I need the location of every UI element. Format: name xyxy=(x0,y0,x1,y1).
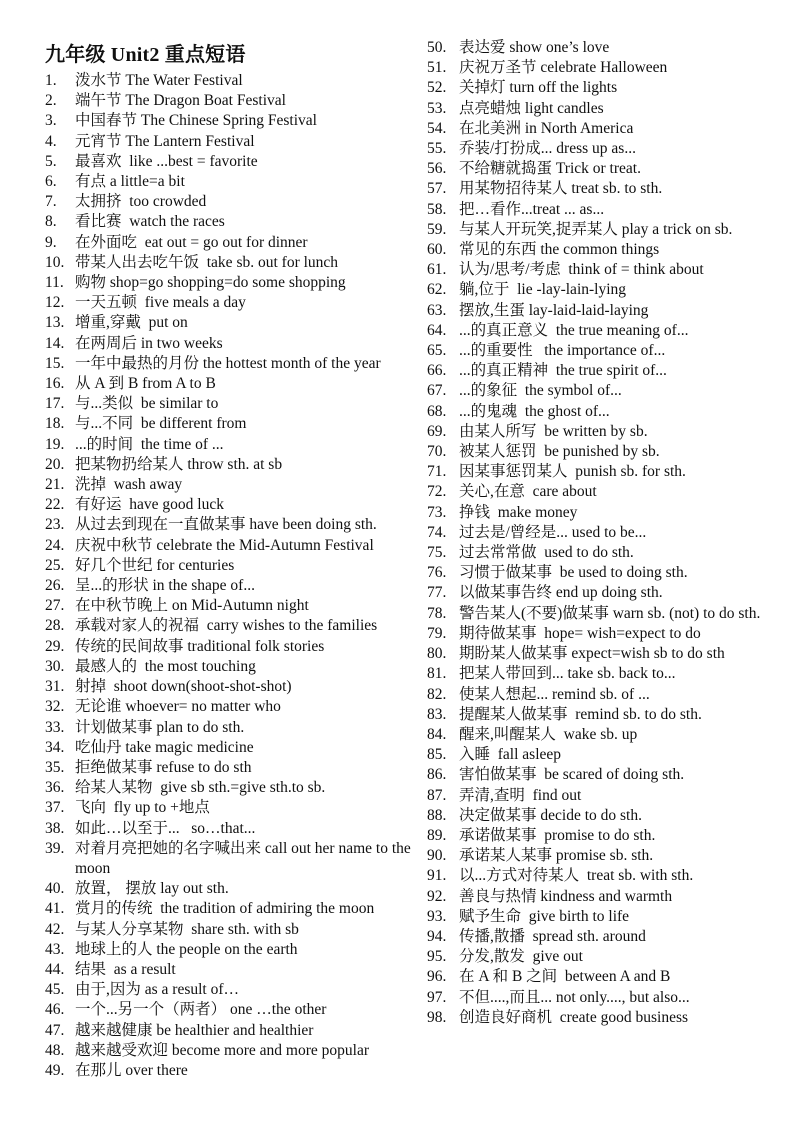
item-number: 65. xyxy=(427,342,447,360)
list-item xyxy=(45,1021,422,1041)
list-item xyxy=(45,475,422,495)
list-item xyxy=(427,664,779,684)
item-number: 76. xyxy=(427,564,447,582)
item-number: 12. xyxy=(45,294,65,312)
item-number: 47. xyxy=(45,1021,65,1039)
item-text: 使某人想起... remind sb. of ... xyxy=(459,685,650,703)
item-text: 放置， 摆放 lay out sth. xyxy=(75,880,229,898)
item-text: 过去常常做 used to do sth. xyxy=(459,544,634,562)
item-number: 91. xyxy=(427,867,447,885)
item-text: ...的象征 the symbol of... xyxy=(459,382,622,400)
item-number: 17. xyxy=(45,395,65,413)
item-text: 表达爱 show one’s love xyxy=(459,39,610,56)
item-number: 10. xyxy=(45,253,65,271)
item-number: 70. xyxy=(427,443,447,461)
item-number: 74. xyxy=(427,523,447,541)
item-number: 67. xyxy=(427,382,447,400)
list-item xyxy=(45,374,422,394)
list-item xyxy=(427,260,779,280)
item-number: 86. xyxy=(427,766,447,784)
item-text: 传播,散播 spread sth. around xyxy=(459,927,646,945)
list-item xyxy=(427,988,779,1008)
item-text: 分发,散发 give out xyxy=(459,948,583,966)
item-number: 14. xyxy=(45,334,65,352)
list-item xyxy=(45,697,422,717)
item-text: 期待做某事 hope= wish=expect to do xyxy=(459,624,701,642)
item-text: 过去是/曾经是... used to be... xyxy=(459,523,647,541)
list-item xyxy=(45,1000,422,1020)
item-number: 22. xyxy=(45,496,65,514)
item-text: 点亮蜡烛 light candles xyxy=(459,99,604,117)
list-item xyxy=(427,58,779,78)
item-text: 与某人分享某物 share sth. with sb xyxy=(75,920,299,938)
item-number: 34. xyxy=(45,738,65,756)
item-number: 62. xyxy=(427,281,447,299)
item-text: 呈...的形状 in the shape of... xyxy=(75,577,255,595)
item-text: 关掉灯 turn off the lights xyxy=(459,79,618,97)
list-item xyxy=(427,927,779,947)
item-text: 元宵节 The Lantern Festival xyxy=(75,132,255,150)
list-item xyxy=(45,273,422,293)
item-text: 害怕做某事 be scared of doing sth. xyxy=(459,766,685,784)
list-item xyxy=(45,596,422,616)
item-number: 44. xyxy=(45,960,65,978)
item-number: 73. xyxy=(427,503,447,521)
page-title: 九年级 Unit2 重点短语 xyxy=(45,44,246,66)
item-text: 由某人所写 be written by sb. xyxy=(459,422,648,440)
list-item xyxy=(427,159,779,179)
item-text: ...的时间 the time of ... xyxy=(75,435,224,453)
item-number: 64. xyxy=(427,321,447,339)
list-item xyxy=(45,576,422,596)
item-text: 创造良好商机 create good business xyxy=(459,1008,689,1026)
list-item xyxy=(427,361,779,381)
item-number: 8. xyxy=(45,213,57,231)
item-number: 23. xyxy=(45,516,65,534)
item-text: 期盼某人做某事 expect=wish sb to do sth xyxy=(459,645,725,663)
item-text: 如此…以至于... so…that... xyxy=(75,819,256,837)
item-number: 98. xyxy=(427,1008,447,1026)
list-item xyxy=(45,718,422,738)
list-item xyxy=(427,402,779,422)
list-item xyxy=(45,960,422,980)
list-item xyxy=(45,556,422,576)
list-item xyxy=(45,455,422,475)
item-number: 51. xyxy=(427,59,447,77)
list-item xyxy=(45,839,422,879)
list-item xyxy=(427,583,779,603)
list-item xyxy=(45,233,422,253)
item-text: 承诺某人某事 promise sb. sth. xyxy=(459,847,654,865)
list-item xyxy=(427,381,779,401)
list-item xyxy=(427,341,779,361)
item-text: 无论谁 whoever= no matter who xyxy=(75,698,281,716)
item-number: 40. xyxy=(45,880,65,898)
item-number: 7. xyxy=(45,193,57,211)
list-item xyxy=(427,139,779,159)
item-text: 乔装/打扮成... dress up as... xyxy=(459,140,636,158)
item-number: 55. xyxy=(427,140,447,158)
item-number: 39. xyxy=(45,839,65,857)
item-number: 38. xyxy=(45,819,65,837)
item-number: 43. xyxy=(45,940,65,958)
list-item xyxy=(45,819,422,839)
item-text: 从过去到现在一直做某事 have been doing sth. xyxy=(75,516,377,534)
list-item xyxy=(427,806,779,826)
item-text: 在外面吃 eat out = go out for dinner xyxy=(75,233,308,251)
list-item xyxy=(45,334,422,354)
list-item xyxy=(427,604,779,624)
item-number: 83. xyxy=(427,705,447,723)
list-item xyxy=(45,71,422,91)
item-text: 在北美洲 in North America xyxy=(459,119,634,137)
item-number: 19. xyxy=(45,435,65,453)
item-number: 28. xyxy=(45,617,65,635)
list-item xyxy=(45,91,422,111)
item-text: 摆放,生蛋 lay-laid-laid-laying xyxy=(459,301,649,319)
list-item xyxy=(427,947,779,967)
item-number: 25. xyxy=(45,556,65,574)
item-number: 78. xyxy=(427,604,447,622)
list-item xyxy=(45,758,422,778)
item-number: 97. xyxy=(427,988,447,1006)
item-number: 36. xyxy=(45,779,65,797)
item-number: 61. xyxy=(427,261,447,279)
item-text: 购物 shop=go shopping=do some shopping xyxy=(75,274,346,292)
item-number: 54. xyxy=(427,119,447,137)
item-number: 57. xyxy=(427,180,447,198)
item-number: 37. xyxy=(45,799,65,817)
list-item xyxy=(45,293,422,313)
item-text: 弄清,查明 find out xyxy=(459,786,582,804)
item-text: 拒绝做某事 refuse to do sth xyxy=(75,758,252,776)
item-number: 80. xyxy=(427,645,447,663)
item-text: 对着月亮把她的名字喊出来 call out her name to the moon xyxy=(75,839,415,877)
item-number: 88. xyxy=(427,806,447,824)
item-number: 89. xyxy=(427,826,447,844)
item-text: 在中秋节晚上 on Mid-Autumn night xyxy=(75,597,309,615)
item-text: 射掉 shoot down(shoot-shot-shot) xyxy=(75,678,292,696)
list-item xyxy=(427,280,779,300)
list-item xyxy=(427,422,779,442)
item-text: 增重,穿戴 put on xyxy=(75,314,188,332)
item-number: 46. xyxy=(45,1001,65,1019)
item-text: 以做某事告终 end up doing sth. xyxy=(459,584,663,602)
item-number: 6. xyxy=(45,173,57,191)
list-item xyxy=(45,394,422,414)
list-item xyxy=(45,637,422,657)
item-number: 85. xyxy=(427,746,447,764)
item-number: 33. xyxy=(45,718,65,736)
item-text: 挣钱 make money xyxy=(459,503,578,521)
item-text: 在两周后 in two weeks xyxy=(75,334,223,352)
item-text: 善良与热情 kindness and warmth xyxy=(459,887,673,905)
item-text: 最喜欢 like ...best = favorite xyxy=(75,152,258,170)
item-text: 决定做某事 decide to do sth. xyxy=(459,806,642,824)
list-item xyxy=(45,111,422,131)
item-text: 把某物扔给某人 throw sth. at sb xyxy=(75,455,283,473)
item-number: 21. xyxy=(45,476,65,494)
list-item xyxy=(427,786,779,806)
item-number: 81. xyxy=(427,665,447,683)
list-item xyxy=(427,705,779,725)
item-number: 45. xyxy=(45,981,65,999)
item-text: 把某人带回到... take sb. back to... xyxy=(459,665,676,683)
list-item xyxy=(427,725,779,745)
item-number: 79. xyxy=(427,624,447,642)
item-number: 60. xyxy=(427,241,447,259)
right-column xyxy=(427,38,779,1028)
list-item xyxy=(427,301,779,321)
list-item xyxy=(427,866,779,886)
list-item xyxy=(45,192,422,212)
list-item xyxy=(45,980,422,1000)
item-number: 63. xyxy=(427,301,447,319)
list-item xyxy=(45,253,422,273)
item-number: 68. xyxy=(427,402,447,420)
list-item xyxy=(45,435,422,455)
item-number: 69. xyxy=(427,422,447,440)
item-text: 承诺做某事 promise to do sth. xyxy=(459,826,656,844)
item-text: 认为/思考/考虑 think of = think about xyxy=(459,261,704,279)
item-number: 95. xyxy=(427,948,447,966)
item-text: 有好运 have good luck xyxy=(75,496,224,514)
item-number: 48. xyxy=(45,1041,65,1059)
item-text: 与...不同 be different from xyxy=(75,415,247,433)
item-number: 93. xyxy=(427,907,447,925)
item-number: 42. xyxy=(45,920,65,938)
item-number: 4. xyxy=(45,132,57,150)
item-number: 24. xyxy=(45,536,65,554)
list-item xyxy=(45,495,422,515)
item-text: 中国春节 The Chinese Spring Festival xyxy=(75,112,317,130)
item-number: 15. xyxy=(45,354,65,372)
item-number: 20. xyxy=(45,455,65,473)
list-item xyxy=(427,179,779,199)
item-text: 从 A 到 B from A to B xyxy=(75,375,216,393)
list-item xyxy=(427,38,779,58)
item-text: 飞向 fly up to +地点 xyxy=(75,799,210,817)
item-number: 84. xyxy=(427,725,447,743)
list-item xyxy=(45,414,422,434)
left-column xyxy=(45,38,422,1081)
item-number: 75. xyxy=(427,544,447,562)
item-number: 18. xyxy=(45,415,65,433)
item-number: 32. xyxy=(45,698,65,716)
item-text: 习惯于做某事 be used to doing sth. xyxy=(459,564,688,582)
item-number: 16. xyxy=(45,375,65,393)
list-item xyxy=(45,515,422,535)
item-text: 一年中最热的月份 the hottest month of the year xyxy=(75,354,381,372)
item-text: 地球上的人 the people on the earth xyxy=(75,940,298,958)
list-item xyxy=(427,523,779,543)
item-text: 传统的民间故事 traditional folk stories xyxy=(75,637,325,655)
item-text: 常见的东西 the common things xyxy=(459,241,660,259)
item-text: 躺,位于 lie -lay-lain-lying xyxy=(459,281,627,299)
item-text: 泼水节 The Water Festival xyxy=(75,72,243,89)
list-item xyxy=(427,119,779,139)
list-item xyxy=(45,879,422,899)
list-item xyxy=(45,738,422,758)
item-text: 警告某人(不要)做某事 warn sb. (not) to do sth. xyxy=(459,604,761,622)
list-item xyxy=(45,940,422,960)
item-text: 给某人某物 give sb sth.=give sth.to sb. xyxy=(75,779,326,797)
list-item xyxy=(45,616,422,636)
item-text: 承载对家人的祝福 carry wishes to the families xyxy=(75,617,378,635)
list-item xyxy=(427,99,779,119)
list-item xyxy=(45,1041,422,1061)
item-text: 有点 a little=a bit xyxy=(75,173,185,191)
list-item xyxy=(427,685,779,705)
item-number: 96. xyxy=(427,968,447,986)
item-number: 2. xyxy=(45,92,57,110)
list-item xyxy=(45,1061,422,1081)
phrase-list-right xyxy=(427,38,779,1028)
list-item xyxy=(45,920,422,940)
item-number: 71. xyxy=(427,463,447,481)
list-item xyxy=(45,677,422,697)
item-number: 31. xyxy=(45,678,65,696)
item-text: 与...类似 be similar to xyxy=(75,395,219,413)
item-text: 越来越健康 be healthier and healthier xyxy=(75,1021,314,1039)
item-text: ...的鬼魂 the ghost of... xyxy=(459,402,610,420)
item-text: 不给糖就捣蛋 Trick or treat. xyxy=(459,160,641,178)
item-number: 87. xyxy=(427,786,447,804)
item-text: 提醒某人做某事 remind sb. to do sth. xyxy=(459,705,702,723)
item-number: 52. xyxy=(427,79,447,97)
list-item xyxy=(45,899,422,919)
item-text: 看比赛 watch the races xyxy=(75,213,225,231)
item-text: 最感人的 the most touching xyxy=(75,657,256,675)
item-text: 把…看作...treat ... as... xyxy=(459,200,605,218)
list-item xyxy=(427,321,779,341)
item-text: 入睡 fall asleep xyxy=(459,746,562,764)
item-text: 一天五顿 five meals a day xyxy=(75,294,246,312)
item-text: 在 A 和 B 之间 between A and B xyxy=(459,968,671,986)
item-number: 26. xyxy=(45,577,65,595)
item-number: 94. xyxy=(427,927,447,945)
item-number: 35. xyxy=(45,758,65,776)
item-text: 被某人惩罚 be punished by sb. xyxy=(459,443,660,461)
list-item xyxy=(45,354,422,374)
item-text: 计划做某事 plan to do sth. xyxy=(75,718,245,736)
list-item xyxy=(45,657,422,677)
item-text: 由于,因为 as a result of… xyxy=(75,981,240,999)
item-text: 赏月的传统 the tradition of admiring the moon xyxy=(75,900,375,918)
item-number: 59. xyxy=(427,220,447,238)
item-number: 27. xyxy=(45,597,65,615)
list-item xyxy=(45,313,422,333)
list-item xyxy=(427,543,779,563)
list-item xyxy=(45,152,422,172)
item-number: 41. xyxy=(45,900,65,918)
item-text: 在那儿 over there xyxy=(75,1061,188,1079)
list-item xyxy=(427,563,779,583)
item-text: 庆祝万圣节 celebrate Halloween xyxy=(459,59,668,77)
list-item xyxy=(427,826,779,846)
item-number: 72. xyxy=(427,483,447,501)
item-text: 关心,在意 care about xyxy=(459,483,597,501)
item-number: 9. xyxy=(45,233,57,251)
list-item xyxy=(427,624,779,644)
list-item xyxy=(45,172,422,192)
item-number: 77. xyxy=(427,584,447,602)
item-text: 庆祝中秋节 celebrate the Mid-Autumn Festival xyxy=(75,536,374,554)
list-item xyxy=(45,536,422,556)
list-item xyxy=(427,78,779,98)
item-text: 用某物招待某人 treat sb. to sth. xyxy=(459,180,663,198)
item-text: 不但....,而且... not only...., but also... xyxy=(459,988,690,1006)
list-item xyxy=(427,503,779,523)
item-text: ...的真正意义 the true meaning of... xyxy=(459,321,689,339)
item-text: 因某事惩罚某人 punish sb. for sth. xyxy=(459,463,686,481)
item-number: 13. xyxy=(45,314,65,332)
list-item xyxy=(45,132,422,152)
item-number: 56. xyxy=(427,160,447,178)
item-text: 端午节 The Dragon Boat Festival xyxy=(75,92,286,110)
list-item xyxy=(427,200,779,220)
item-number: 11. xyxy=(45,274,64,292)
item-number: 53. xyxy=(427,99,447,117)
item-number: 5. xyxy=(45,152,57,170)
item-number: 30. xyxy=(45,657,65,675)
list-item xyxy=(427,644,779,664)
list-item xyxy=(45,778,422,798)
list-item xyxy=(45,798,422,818)
item-text: 吃仙丹 take magic medicine xyxy=(75,738,254,756)
item-text: 以...方式对待某人 treat sb. with sth. xyxy=(459,867,694,885)
item-number: 29. xyxy=(45,637,65,655)
item-text: 洗掉 wash away xyxy=(75,476,183,494)
list-item xyxy=(427,887,779,907)
list-item xyxy=(427,745,779,765)
item-text: 醒来,叫醒某人 wake sb. up xyxy=(459,725,638,743)
item-text: 好几个世纪 for centuries xyxy=(75,556,235,574)
item-number: 66. xyxy=(427,362,447,380)
list-item xyxy=(427,967,779,987)
phrase-list-left xyxy=(45,71,422,1081)
item-number: 82. xyxy=(427,685,447,703)
item-text: 赋予生命 give birth to life xyxy=(459,907,630,925)
list-item xyxy=(427,240,779,260)
item-text: ...的重要性 the importance of... xyxy=(459,342,666,360)
item-number: 50. xyxy=(427,39,447,56)
item-number: 90. xyxy=(427,847,447,865)
item-number: 58. xyxy=(427,200,447,218)
item-number: 1. xyxy=(45,72,57,89)
list-item xyxy=(427,442,779,462)
item-text: 带某人出去吃午饭 take sb. out for lunch xyxy=(75,253,339,271)
list-item xyxy=(45,212,422,232)
list-item xyxy=(427,1008,779,1028)
item-text: 一个...另一个（两者） one …the other xyxy=(75,1001,327,1019)
list-item xyxy=(427,462,779,482)
list-item xyxy=(427,907,779,927)
item-text: 与某人开玩笑,捉弄某人 play a trick on sb. xyxy=(459,220,733,238)
item-text: ...的真正精神 the true spirit of... xyxy=(459,362,667,380)
item-text: 越来越受欢迎 become more and more popular xyxy=(75,1041,369,1059)
list-item xyxy=(427,846,779,866)
item-number: 92. xyxy=(427,887,447,905)
list-item xyxy=(427,482,779,502)
list-item xyxy=(427,220,779,240)
item-number: 49. xyxy=(45,1061,65,1079)
item-number: 3. xyxy=(45,112,57,130)
item-text: 太拥挤 too crowded xyxy=(75,193,207,211)
item-text: 结果 as a result xyxy=(75,960,176,978)
list-item xyxy=(427,765,779,785)
